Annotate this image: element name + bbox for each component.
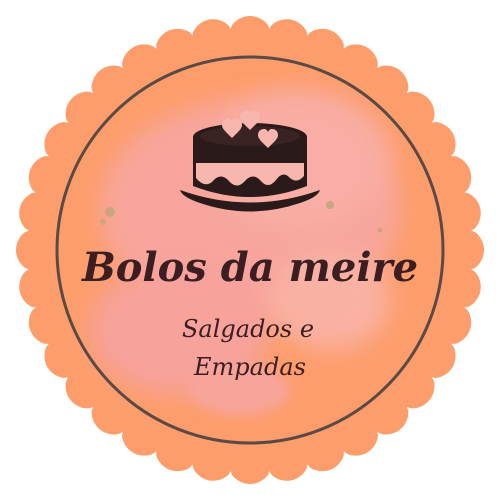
brand-title: Bolos da meire: [81, 244, 419, 291]
brand-subtitle-line2: Empadas: [194, 353, 306, 381]
brand-subtitle-line1: Salgados e: [181, 315, 315, 343]
